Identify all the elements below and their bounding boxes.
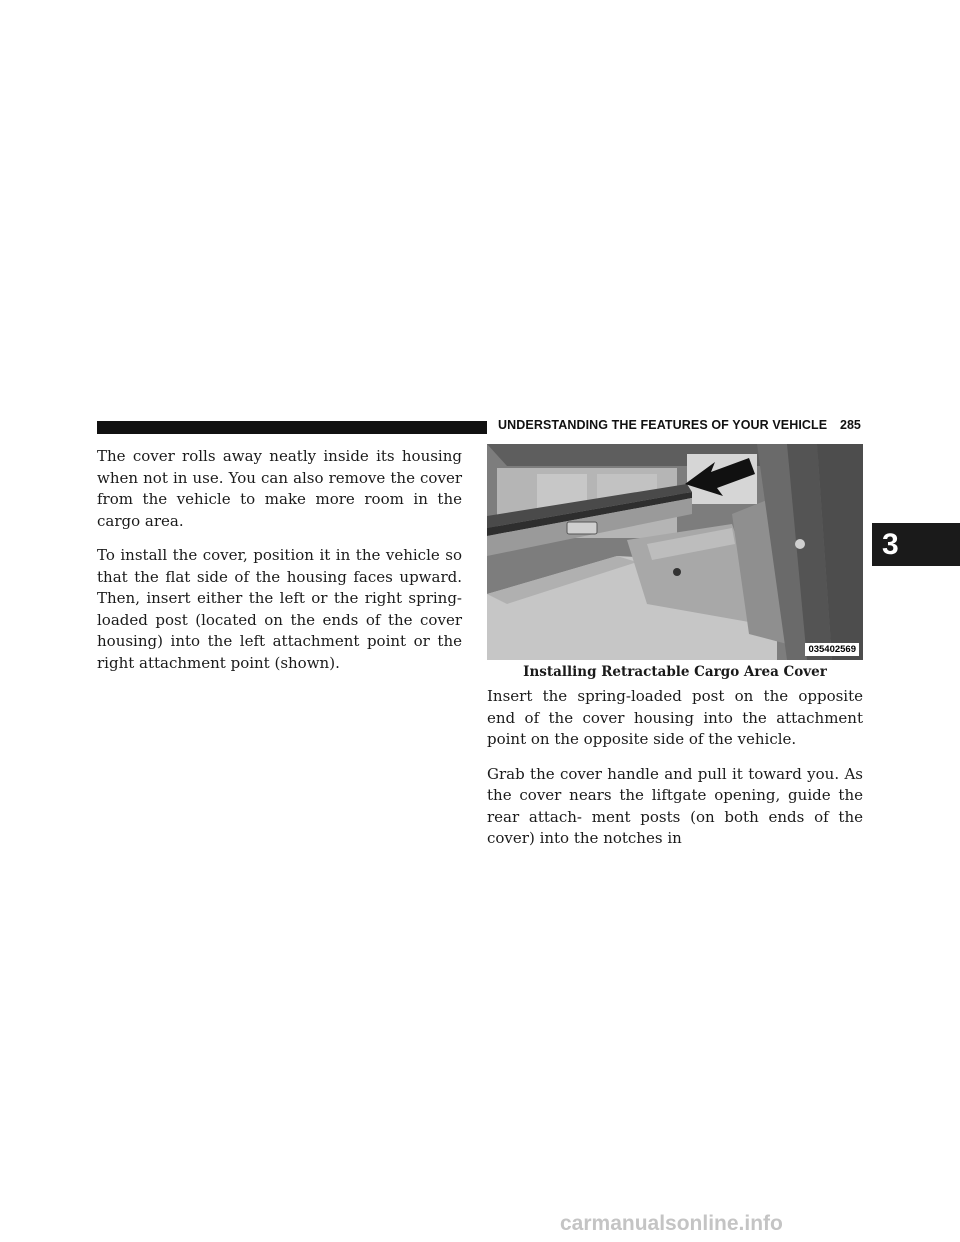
header-rule [97, 421, 487, 434]
chapter-tab: 3 [872, 523, 960, 566]
figure-code: 035402569 [805, 643, 859, 656]
body-paragraph: Grab the cover handle and pull it toward you. As the cover nears the liftgate opening, guide the rear attach- ment posts (on both ends of the cover) into the notches in [487, 764, 863, 847]
body-paragraph: Insert the spring-loaded post on the opposite end of the cover housing into the attachment point on the opposite side of the vehicle. [487, 687, 863, 748]
figure-caption: Installing Retractable Cargo Area Cover [523, 664, 827, 680]
body-paragraph: To install the cover, position it in the vehicle so that the flat side of the housing faces upward. Then, insert either the left or the right spring-loaded post (located on the ends of the cover housing) into the left attachment point or the right attachment point (shown). [97, 546, 462, 672]
right-column [487, 686, 863, 850]
body-paragraph: The cover rolls away neatly inside its housing when not in use. You can also remove the cover from the vehicle to make more room in the cargo area. [97, 447, 462, 530]
watermark: carmanualsonline.info [560, 1212, 783, 1235]
page-number: 285 [840, 418, 861, 432]
left-column [97, 446, 462, 674]
cargo-cover-photo [487, 444, 863, 660]
running-header-title: UNDERSTANDING THE FEATURES OF YOUR VEHICLE [498, 418, 828, 432]
